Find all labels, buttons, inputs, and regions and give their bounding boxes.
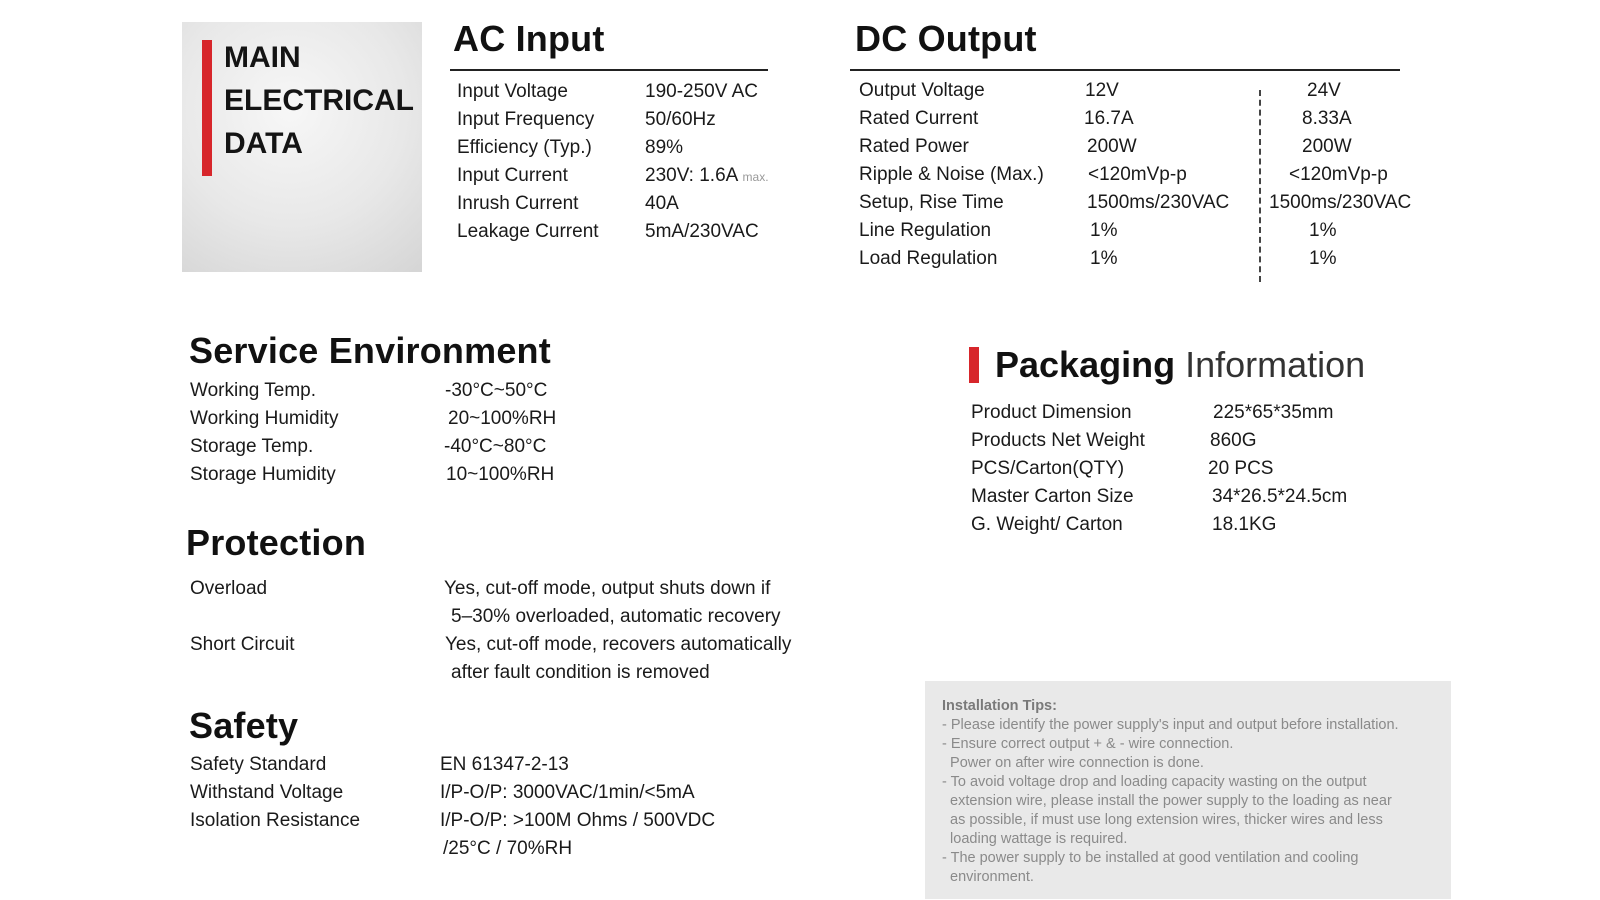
protection-row-label: Short Circuit	[190, 634, 295, 655]
ac-row-label: Input Voltage	[457, 81, 568, 102]
packaging-row-label: Product Dimension	[971, 402, 1132, 423]
safety-row-label: Safety Standard	[190, 754, 327, 775]
protection-row-value: Yes, cut-off mode, recovers automatically	[445, 634, 792, 655]
packaging-row-value: 860G	[1210, 430, 1257, 451]
dc-row-12v: 12V	[1085, 80, 1119, 101]
dc-row-12v: 1500ms/230VAC	[1087, 192, 1230, 213]
dc-output-title: DC Output	[855, 18, 1037, 59]
dc-row-12v: 16.7A	[1084, 108, 1134, 129]
protection-row-value-cont: after fault condition is removed	[451, 662, 710, 683]
env-row-label: Storage Humidity	[190, 464, 336, 485]
dc-row-label: Rated Power	[859, 136, 969, 157]
badge-line: DATA	[224, 127, 303, 160]
safety-row-value: EN 61347-2-13	[440, 754, 569, 775]
dc-row-24v: 8.33A	[1302, 108, 1352, 129]
packaging-title	[995, 344, 1365, 386]
dc-row-label: Ripple & Noise (Max.)	[859, 164, 1044, 185]
badge-line: MAIN	[224, 41, 301, 74]
safety-row-label: Withstand Voltage	[190, 782, 344, 803]
badge-accent-bar	[202, 40, 212, 176]
env-row-value: 20~100%RH	[448, 408, 557, 429]
dc-row-12v: 1%	[1090, 248, 1118, 269]
dc-row-label: Load Regulation	[859, 248, 998, 269]
dc-row-24v: 200W	[1302, 136, 1352, 157]
ac-row-label: Input Frequency	[457, 109, 595, 130]
tips-line: as possible, if must use long extension wires, thicker wires and less	[942, 812, 1383, 828]
ac-row-label: Leakage Current	[457, 221, 599, 242]
dc-output-rule	[850, 69, 1400, 71]
ac-row-label: Input Current	[457, 165, 568, 186]
packaging-row-value: 20 PCS	[1208, 458, 1274, 479]
ac-row-value: 40A	[645, 193, 679, 214]
dc-row-label: Setup, Rise Time	[859, 192, 1004, 213]
ac-input-title: AC Input	[453, 18, 605, 59]
protection-title: Protection	[186, 522, 367, 563]
dc-row-24v: 1%	[1309, 220, 1337, 241]
safety-row-value-cont: /25°C / 70%RH	[443, 838, 573, 859]
tips-title: Installation Tips:	[942, 698, 1057, 714]
env-row-value: -30°C~50°C	[445, 380, 548, 401]
safety-row-label: Isolation Resistance	[190, 810, 361, 831]
tips-line: Power on after wire connection is done.	[942, 755, 1204, 771]
tips-line: extension wire, please install the power supply to the loading as near	[942, 793, 1392, 809]
env-row-label: Working Temp.	[190, 380, 317, 401]
packaging-row-label: PCS/Carton(QTY)	[971, 458, 1125, 479]
badge-line: ELECTRICAL	[224, 84, 414, 117]
main-electrical-data-badge	[182, 22, 422, 272]
packaging-row-label: G. Weight/ Carton	[971, 514, 1123, 535]
packaging-row-value: 18.1KG	[1212, 514, 1277, 535]
dc-row-label: Rated Current	[859, 108, 979, 129]
badge-title	[224, 36, 414, 165]
dc-row-24v: <120mVp-p	[1289, 164, 1388, 185]
tips-line: - Please identify the power supply's input and output before installation.	[942, 717, 1399, 733]
ac-row-value: 89%	[645, 137, 684, 158]
env-row-value: 10~100%RH	[446, 464, 555, 485]
dc-row-24v: 1500ms/230VAC	[1269, 192, 1412, 213]
tips-line: - To avoid voltage drop and loading capacity wasting on the output	[942, 774, 1367, 790]
env-row-value: -40°C~80°C	[444, 436, 547, 457]
protection-row-label: Overload	[190, 578, 268, 599]
service-environment-title: Service Environment	[189, 330, 551, 371]
ac-row-label: Efficiency (Typ.)	[457, 137, 592, 158]
packaging-accent-bar	[969, 347, 979, 383]
ac-row-value: 5mA/230VAC	[645, 221, 759, 242]
protection-row-value: Yes, cut-off mode, output shuts down if	[444, 578, 771, 599]
packaging-title-light: Information	[1185, 344, 1366, 385]
ac-row-value	[645, 165, 769, 187]
dc-column-divider	[1259, 90, 1261, 282]
safety-row-value: I/P-O/P: 3000VAC/1min/<5mA	[440, 782, 695, 803]
packaging-row-label: Products Net Weight	[971, 430, 1145, 451]
dc-row-label: Line Regulation	[859, 220, 992, 241]
dc-row-12v: <120mVp-p	[1088, 164, 1187, 185]
packaging-row-value: 225*65*35mm	[1213, 402, 1334, 423]
dc-row-24v: 1%	[1309, 248, 1337, 269]
packaging-row-value: 34*26.5*24.5cm	[1212, 486, 1348, 507]
installation-tips-box	[925, 681, 1451, 899]
dc-row-12v: 200W	[1087, 136, 1137, 157]
env-row-label: Storage Temp.	[190, 436, 314, 457]
dc-row-12v: 1%	[1090, 220, 1118, 241]
ac-row-value-main: 230V: 1.6A	[645, 165, 738, 186]
packaging-row-label: Master Carton Size	[971, 486, 1134, 507]
tips-line: loading wattage is required.	[942, 831, 1128, 847]
packaging-title-bold: Packaging	[995, 344, 1176, 385]
protection-row-value-cont: 5–30% overloaded, automatic recovery	[451, 606, 781, 627]
ac-row-value: 190-250V AC	[645, 81, 759, 102]
tips-line: environment.	[942, 869, 1034, 885]
safety-title: Safety	[189, 705, 299, 746]
ac-row-value-note: max.	[742, 170, 769, 184]
ac-row-value: 50/60Hz	[645, 109, 716, 130]
tips-line: - The power supply to be installed at good ventilation and cooling	[942, 850, 1359, 866]
safety-row-value: I/P-O/P: >100M Ohms / 500VDC	[440, 810, 716, 831]
dc-row-24v: 24V	[1307, 80, 1341, 101]
ac-row-label: Inrush Current	[457, 193, 579, 214]
env-row-label: Working Humidity	[190, 408, 339, 429]
tips-line: - Ensure correct output + & - wire connection.	[942, 736, 1234, 752]
dc-row-label: Output Voltage	[859, 80, 985, 101]
ac-input-rule	[450, 69, 768, 71]
